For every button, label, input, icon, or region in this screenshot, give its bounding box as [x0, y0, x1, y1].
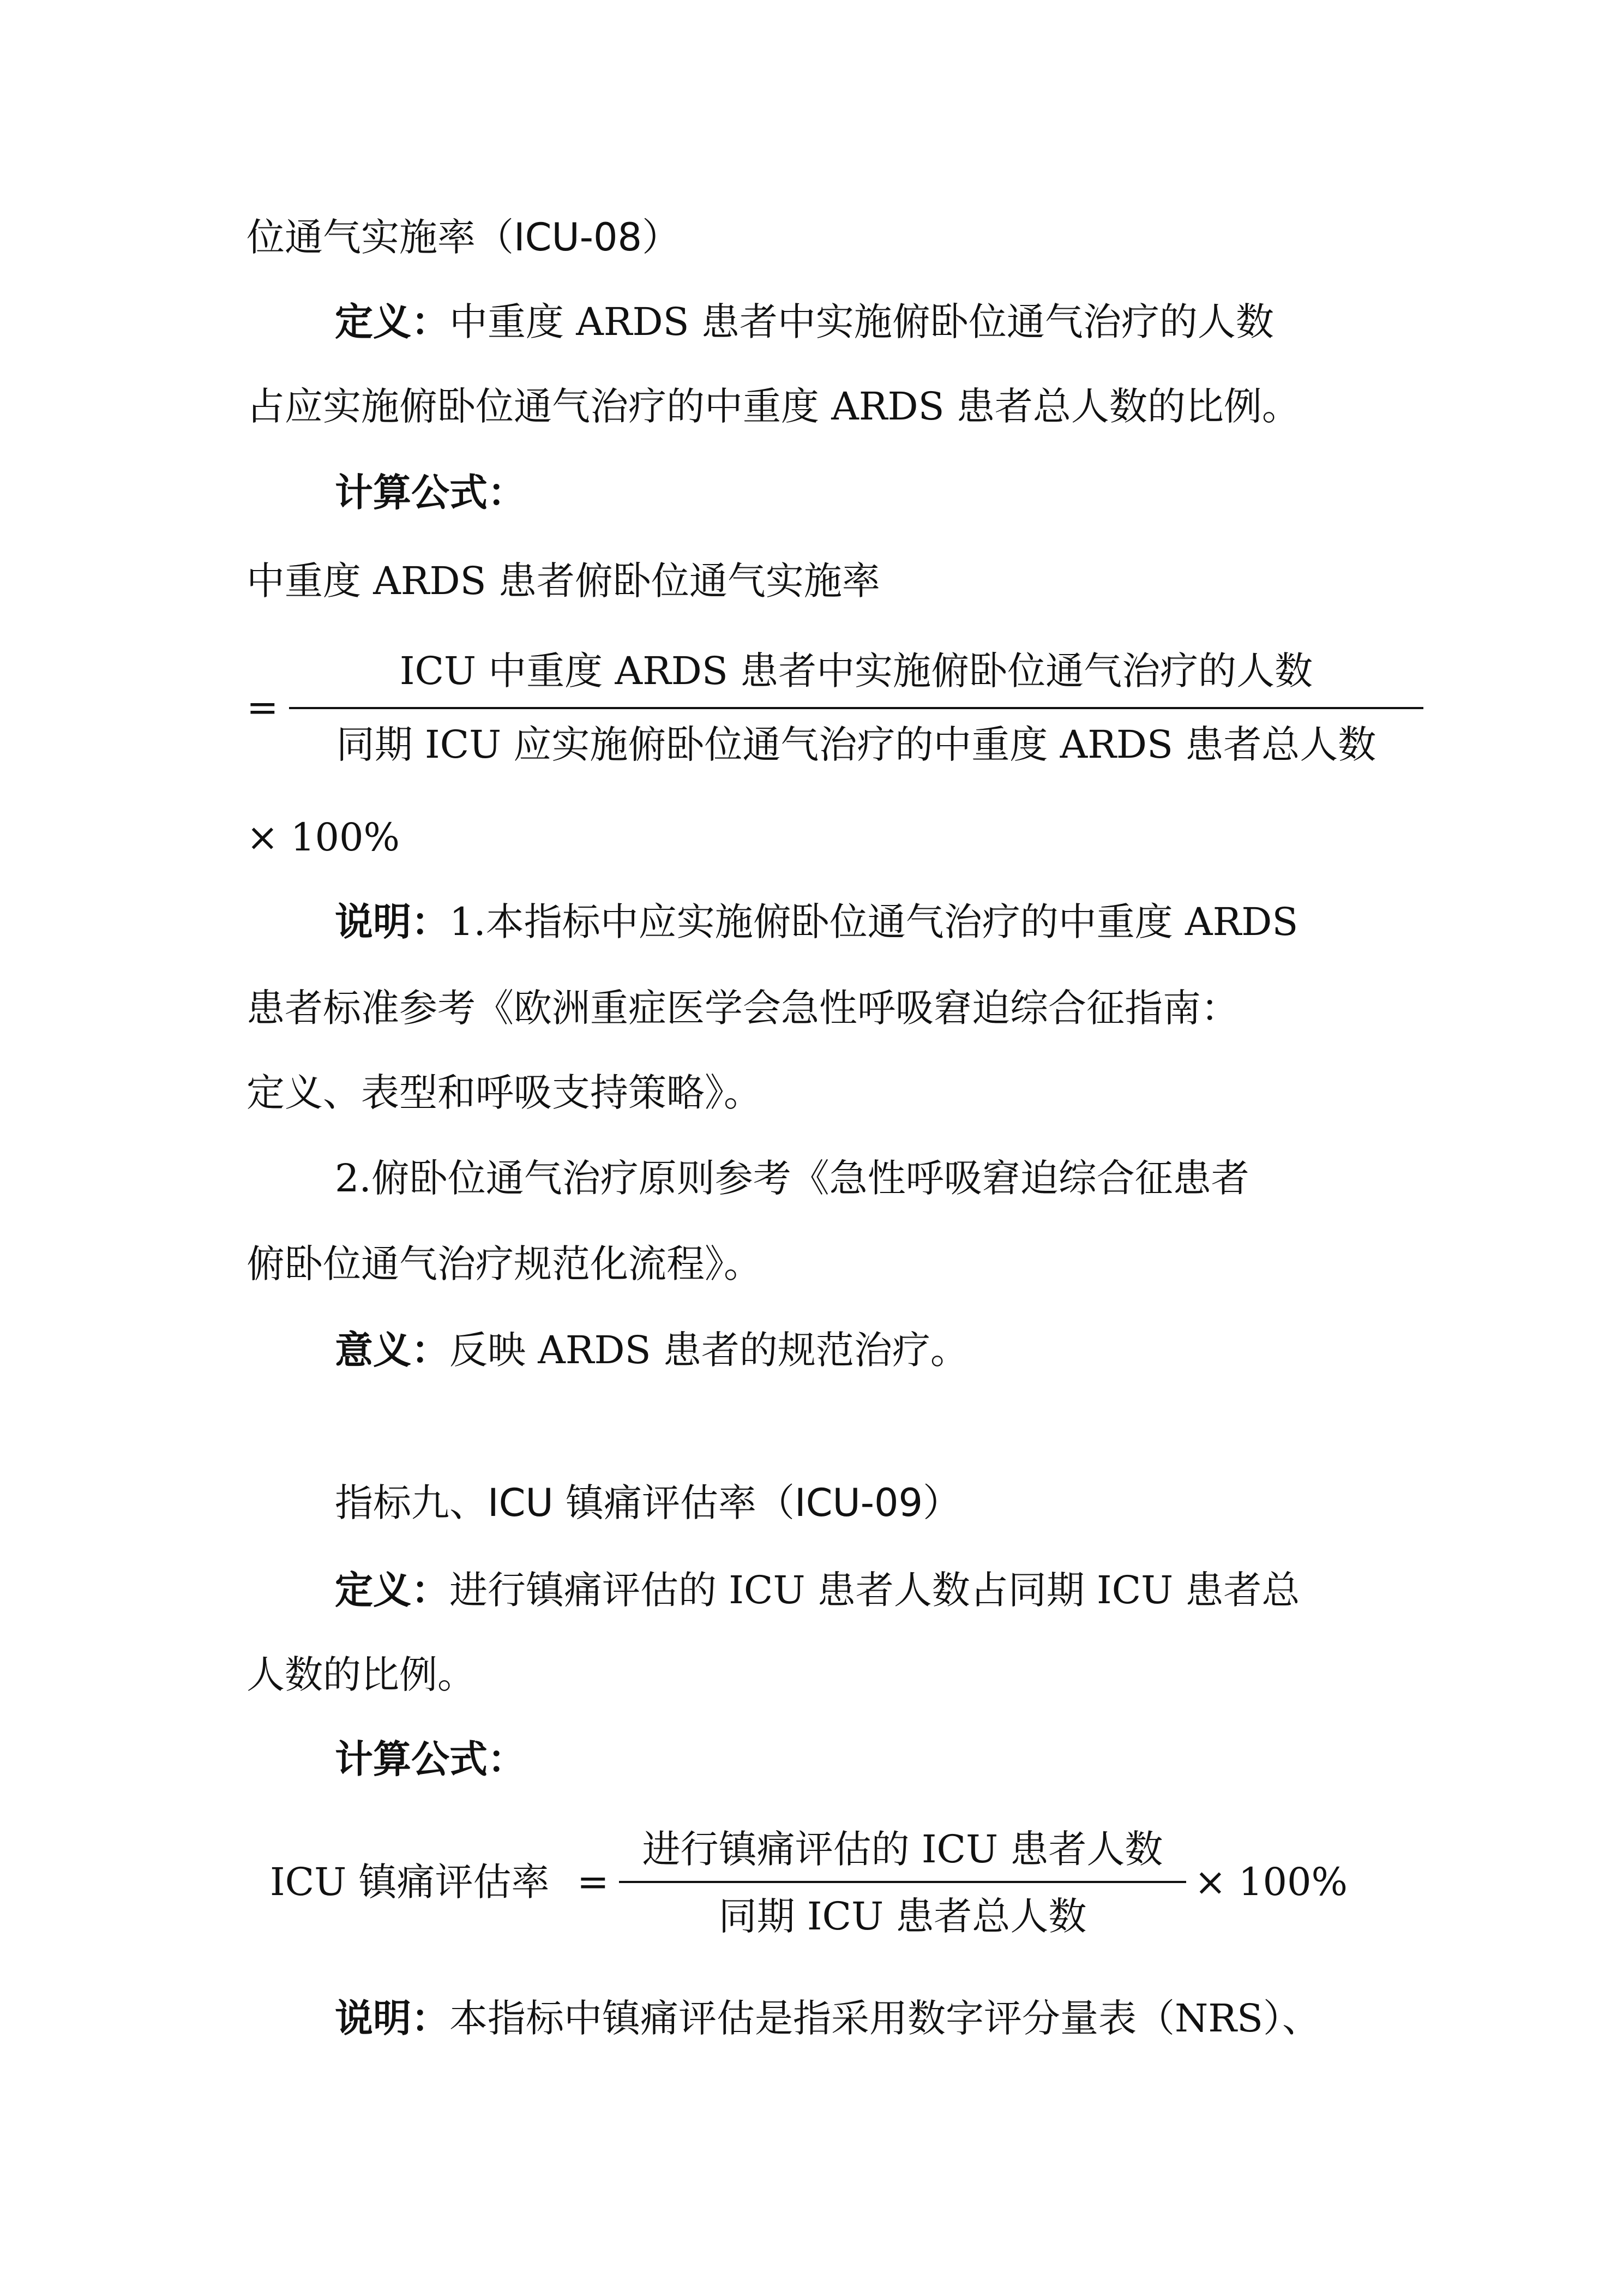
note1-continuation-2: 定义、表型和呼吸支持策略》。	[247, 1070, 762, 1115]
fraction-bar	[619, 1881, 1186, 1883]
significance-text: 反映 ARDS 患者的规范治疗。	[449, 1328, 969, 1372]
note-label: 说明：	[335, 1995, 449, 2041]
equals-sign: =	[577, 1860, 609, 1904]
formula-multiplier-icu09: × 100%	[1194, 1860, 1348, 1904]
formula-label-icu08: 计算公式：	[335, 470, 526, 515]
formula-name-icu08: 中重度 ARDS 患者俯卧位通气实施率	[247, 559, 880, 603]
definition-text: 进行镇痛评估的 ICU 患者人数占同期 ICU 患者总	[449, 1568, 1300, 1612]
note-paragraph-icu09	[335, 1995, 1320, 2041]
formula-multiplier-icu08: × 100%	[247, 815, 400, 860]
formula-name-icu09: ICU 镇痛评估率	[270, 1860, 550, 1904]
significance-label: 意义：	[335, 1327, 449, 1372]
definition-continuation: 占应实施俯卧位通气治疗的中重度 ARDS 患者总人数的比例。	[247, 384, 1300, 429]
definition-text: 中重度 ARDS 患者中实施俯卧位通气治疗的人数	[449, 299, 1274, 344]
definition-paragraph-icu09	[335, 1567, 1300, 1612]
definition-label: 定义：	[335, 1567, 449, 1612]
note2-continuation: 俯卧位通气治疗规范化流程》。	[247, 1242, 762, 1286]
note-text: 本指标中镇痛评估是指采用数字评分量表（NRS）、	[449, 1996, 1320, 2041]
equals-sign: =	[247, 685, 279, 730]
note1-text: 1.本指标中应实施俯卧位通气治疗的中重度 ARDS	[449, 900, 1299, 944]
note2-text: 2.俯卧位通气治疗原则参考《急性呼吸窘迫综合征患者	[335, 1156, 1249, 1201]
formula-numerator-icu09: 进行镇痛评估的 ICU 患者人数	[642, 1827, 1163, 1872]
note-paragraph-icu08	[335, 899, 1299, 944]
formula-denominator-icu09: 同期 ICU 患者总人数	[718, 1894, 1087, 1939]
section-title-icu09: 指标九、ICU 镇痛评估率（ICU-09）	[335, 1480, 961, 1525]
note1-continuation-1: 患者标准参考《欧洲重症医学会急性呼吸窘迫综合征指南：	[247, 986, 1239, 1030]
definition-paragraph-icu08	[335, 299, 1274, 344]
section-title-icu08: 位通气实施率（ICU-08）	[247, 215, 681, 260]
significance-paragraph-icu08	[335, 1327, 969, 1372]
note-label: 说明：	[335, 899, 449, 944]
formula-numerator-icu08: ICU 中重度 ARDS 患者中实施俯卧位通气治疗的人数	[399, 649, 1313, 693]
definition-label: 定义：	[335, 299, 449, 344]
formula-denominator-icu08: 同期 ICU 应实施俯卧位通气治疗的中重度 ARDS 患者总人数	[336, 722, 1376, 767]
definition-continuation: 人数的比例。	[247, 1652, 476, 1697]
fraction-bar	[289, 707, 1423, 709]
formula-label-icu09: 计算公式：	[335, 1736, 526, 1782]
